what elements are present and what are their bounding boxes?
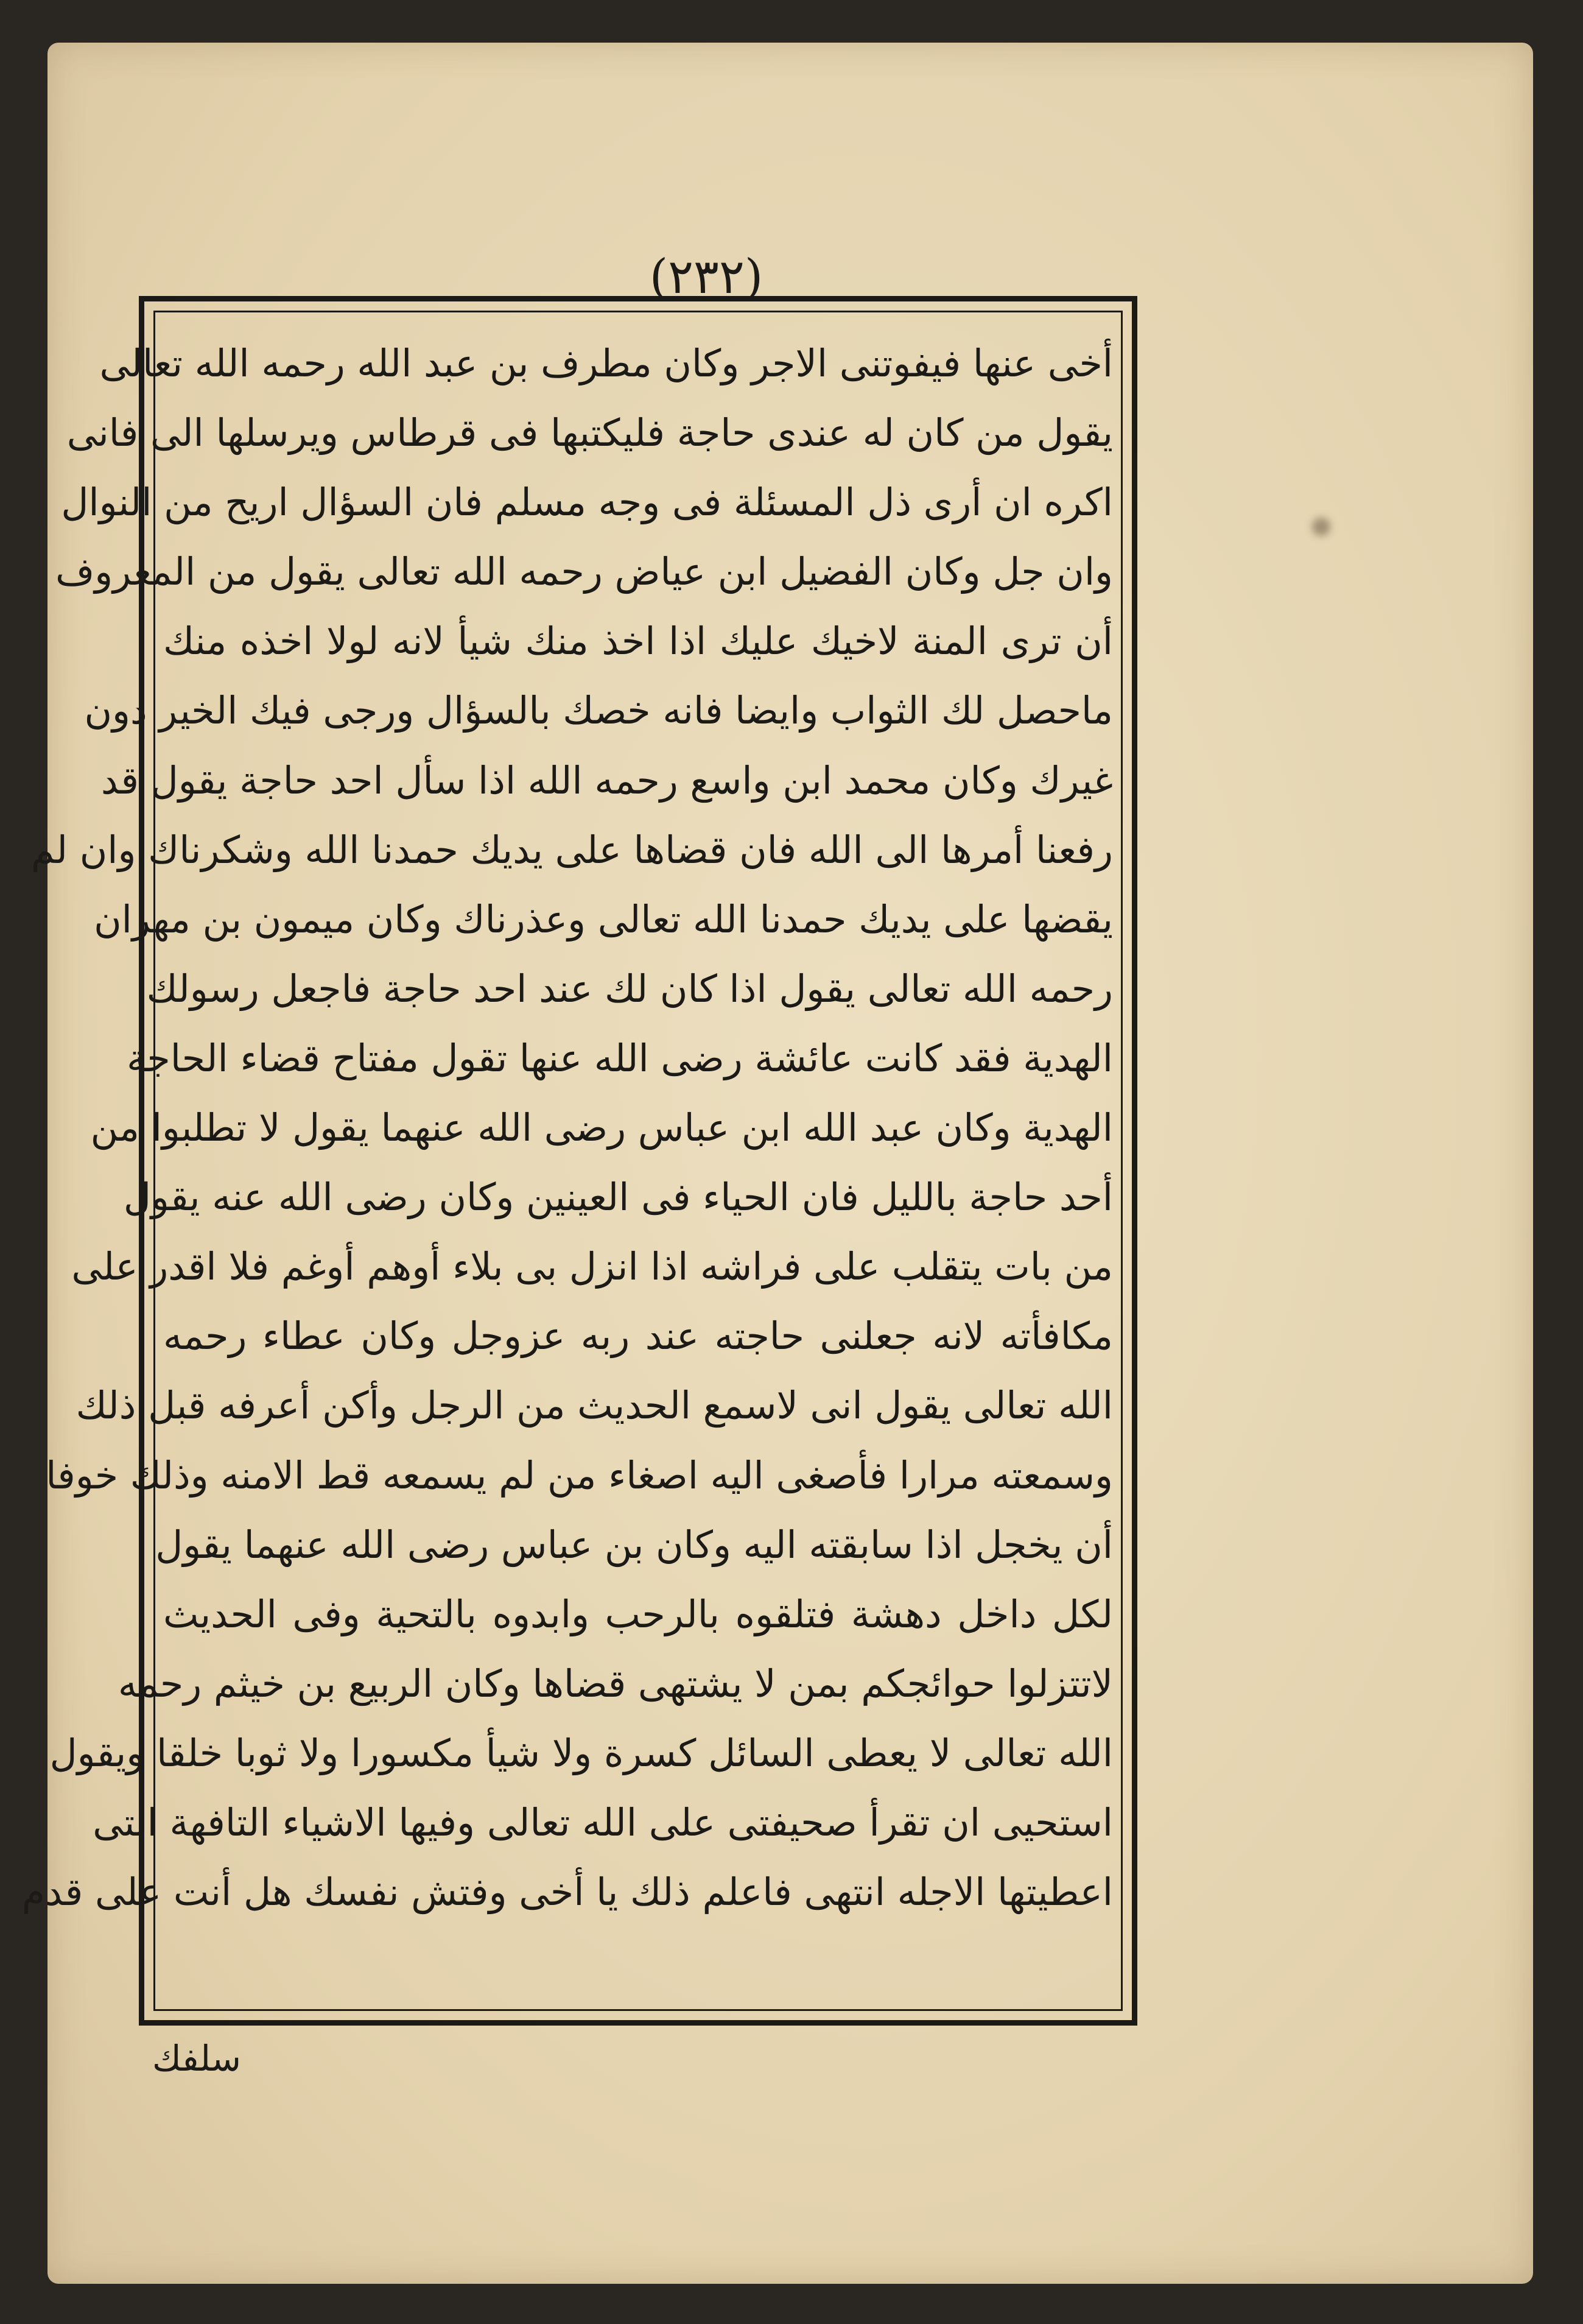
text-line: غيرك وكان محمد ابن واسع رحمه الله اذا سأل احد حاجة يقول قد — [100, 758, 1113, 803]
text-line: يقضها على يديك حمدنا الله تعالى وعذرناك وكان ميمون بن مهران — [94, 896, 1113, 942]
text-line: وان جل وكان الفضيل ابن عياض رحمه الله تعالى يقول من المعروف — [55, 549, 1113, 594]
text-line: لاتتزلوا حوائجكم بمن لا يشتهى قضاها وكان الربيع بن خيثم رحمه — [118, 1661, 1113, 1706]
text-line: اعطيتها الاجله انتهى فاعلم ذلك يا أخى وفتش نفسك هل أنت على قدم — [21, 1870, 1113, 1915]
text-line: ماحصل لك الثواب وايضا فانه خصك بالسؤال ورجى فيك الخير دون — [84, 688, 1113, 733]
ink-spot — [1312, 518, 1330, 536]
text-line: رفعنا أمرها الى الله فان قضاها على يديك حمدنا الله وشكرناك وان لم — [30, 827, 1113, 872]
text-line: اكره ان أرى ذل المسئلة فى وجه مسلم فان السؤال اريح من النوال — [61, 480, 1113, 525]
text-line: لكل داخل دهشة فتلقوه بالرحب وابدوه بالتحية وفى الحديث — [163, 1591, 1113, 1636]
page-number: (٢٣٢) — [649, 250, 763, 305]
text-line: الله تعالى يقول انى لاسمع الحديث من الرجل وأكن أعرفه قبل ذلك — [75, 1383, 1113, 1428]
text-line: الله تعالى لا يعطى السائل كسرة ولا شيأ مكسورا ولا ثوبا خلقا ويقول — [49, 1730, 1113, 1775]
text-line: رحمه الله تعالى يقول اذا كان لك عند احد حاجة فاجعل رسولك — [146, 966, 1113, 1011]
text-line: وسمعته مرارا فأصغى اليه اصغاء من لم يسمعه قط الامنه وذلك خوفا — [46, 1452, 1113, 1498]
text-line: أخى عنها فيفوتنى الاجر وكان مطرف بن عبد الله رحمه الله تعالى — [99, 341, 1113, 386]
text-line: أحد حاجة بالليل فان الحياء فى العينين وكان رضى الله عنه يقول — [123, 1175, 1113, 1220]
text-line: الهدية وكان عبد الله ابن عباس رضى الله عنهما يقول لا تطلبوا من — [90, 1105, 1113, 1150]
text-line: مكافأته لانه جعلنى حاجته عند ربه عزوجل وكان عطاء رحمه — [163, 1314, 1113, 1359]
text-line: يقول من كان له عندى حاجة فليكتبها فى قرطاس ويرسلها الى فانى — [66, 410, 1113, 456]
text-block — [21, 329, 1113, 1998]
text-line: أن ترى المنة لاخيك عليك اذا اخذ منك شيأ لانه لولا اخذه منك — [163, 619, 1113, 664]
text-line: الهدية فقد كانت عائشة رضى الله عنها تقول مفتاح قضاء الحاجة — [127, 1035, 1113, 1080]
text-line: استحيى ان تقرأ صحيفتى على الله تعالى وفيها الاشياء التافهة التى — [93, 1800, 1113, 1845]
text-line: أن يخجل اذا سابقته اليه وكان بن عباس رضى الله عنهما يقول — [155, 1522, 1113, 1567]
catchword: سلفك — [152, 2038, 242, 2079]
text-line: من بات يتقلب على فراشه اذا انزل بى بلاء أوهم أوغم فلا اقدر على — [71, 1244, 1113, 1289]
